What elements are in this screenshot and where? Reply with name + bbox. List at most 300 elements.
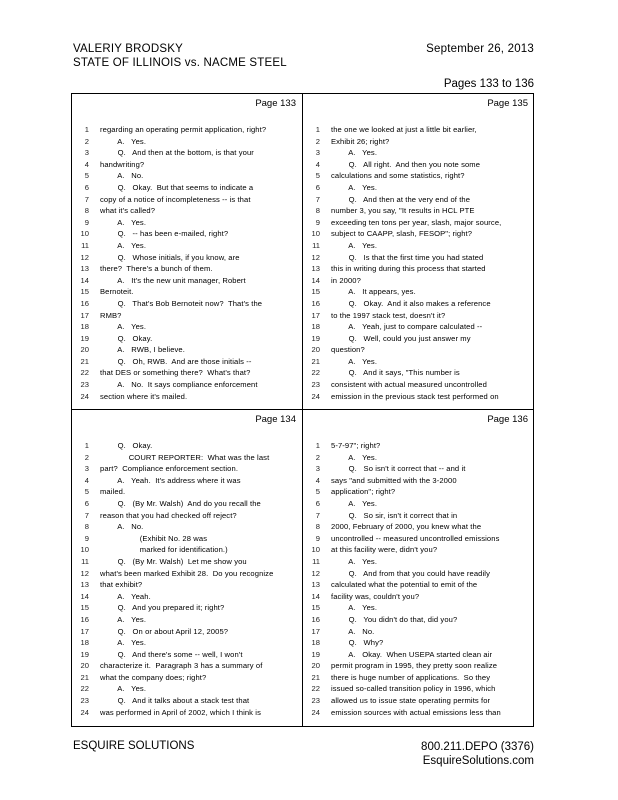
line-text: A. Okay. When USEPA started clean air: [331, 649, 493, 659]
transcript-line: [72, 275, 302, 287]
line-text: A. Yeah, just to compare calculated --: [331, 322, 483, 332]
transcript-line: [303, 498, 534, 510]
line-number: 22: [80, 368, 89, 378]
line-number: 20: [80, 661, 89, 671]
line-number: 18: [311, 638, 320, 648]
line-text: Q. And then at the bottom, is that your: [100, 148, 254, 158]
transcript-line: [72, 475, 302, 487]
line-text: Q. So sir, isn't it correct that in: [331, 510, 458, 520]
page-lines: [303, 440, 534, 718]
line-number: 19: [311, 333, 320, 343]
line-text: facility was, couldn't you?: [331, 591, 420, 601]
transcript-line: [72, 695, 302, 707]
transcript-line: [303, 452, 534, 464]
line-text: regarding an operating permit application, right?: [100, 125, 267, 134]
line-number: 3: [315, 148, 320, 158]
line-text: Exhibit 26; right?: [331, 136, 390, 146]
transcript-line: [303, 263, 534, 275]
line-text: emission in the previous stack test performed on: [331, 391, 499, 401]
line-text: Q. On or about April 12, 2005?: [100, 626, 229, 636]
line-text: A. No. It says compliance enforcement: [100, 380, 258, 390]
line-number: 24: [80, 391, 89, 401]
page-title: Page 133: [255, 98, 296, 109]
line-text: this in writing during this process that started: [331, 264, 486, 274]
line-text: section where it's mailed.: [100, 391, 188, 401]
line-number: 23: [80, 380, 89, 390]
transcript-line: [72, 228, 302, 240]
line-number: 4: [84, 159, 89, 169]
line-text: uncontrolled -- measured uncontrolled emissions: [331, 533, 500, 543]
transcript-line: [72, 637, 302, 649]
line-number: 16: [80, 614, 89, 624]
line-text: calculated what the potential to emit of the: [331, 580, 478, 590]
transcript-line: [303, 240, 534, 252]
transcript-line: [72, 170, 302, 182]
line-text: to the 1997 stack test, doesn't it?: [331, 310, 446, 320]
line-text: characterize it. Paragraph 3 has a summary of: [100, 661, 263, 671]
line-text: A. Yes.: [331, 556, 378, 566]
witness-name: VALERIY BRODSKY: [73, 43, 183, 55]
transcript-line: [303, 356, 534, 368]
pages-range: Pages 133 to 136: [443, 78, 534, 90]
line-number: 5: [315, 171, 320, 181]
line-number: 16: [311, 298, 320, 308]
line-text: Q. Okay.: [100, 333, 153, 343]
transcript-line: [303, 626, 534, 638]
line-number: 12: [80, 252, 89, 262]
transcript-line: [303, 228, 534, 240]
transcript-line: [72, 344, 302, 356]
line-text: Q. And you prepared it; right?: [100, 603, 225, 613]
line-text: A. RWB, I believe.: [100, 345, 185, 355]
transcript-line: [72, 591, 302, 603]
line-text: that exhibit?: [100, 580, 143, 590]
line-text: issued so-called transition policy in 1996, which: [331, 684, 496, 694]
transcript-line: [303, 217, 534, 229]
line-text: subject to CAAPP, slash, FESOP"; right?: [331, 229, 473, 239]
line-text: application"; right?: [331, 487, 396, 497]
line-text: A. Yeah.: [100, 591, 151, 601]
line-text: A. Yes.: [331, 240, 378, 250]
line-text: marked for identification.): [100, 545, 228, 555]
transcript-line: [72, 252, 302, 264]
line-number: 7: [315, 194, 320, 204]
transcript-line: [72, 498, 302, 510]
line-number: 21: [311, 672, 320, 682]
transcript-line: [72, 463, 302, 475]
line-number: 17: [311, 310, 320, 320]
line-text: Q. So isn't it correct that -- and it: [331, 464, 466, 474]
line-number: 4: [84, 475, 89, 485]
line-number: 2: [315, 136, 320, 146]
line-text: consistent with actual measured uncontrolled: [331, 380, 487, 390]
page-lines: [303, 124, 534, 402]
line-text: allowed us to issue state operating permits for: [331, 696, 491, 706]
line-text: Q. Oh, RWB. And are those initials --: [100, 356, 252, 366]
line-number: 20: [80, 345, 89, 355]
line-number: 18: [80, 638, 89, 648]
line-number: 5: [315, 487, 320, 497]
transcript-page: [72, 94, 303, 410]
line-text: calculations and some statistics, right?: [331, 171, 465, 181]
line-number: 6: [315, 182, 320, 192]
line-text: Q. And there's some -- well, I won't: [100, 649, 243, 659]
transcript-line: [303, 170, 534, 182]
line-number: 14: [80, 275, 89, 285]
transcript-line: [72, 310, 302, 322]
transcript-line: [72, 391, 302, 403]
line-text: at this facility were, didn't you?: [331, 545, 438, 555]
transcript-line: [72, 683, 302, 695]
line-text: Q. And it talks about a stack test that: [100, 696, 250, 706]
line-text: A. Yes.: [100, 614, 147, 624]
line-number: 13: [311, 264, 320, 274]
line-text: permit program in 1995, they pretty soon realize: [331, 661, 498, 671]
transcript-line: [72, 521, 302, 533]
transcript-line: [72, 379, 302, 391]
line-number: 22: [311, 368, 320, 378]
line-number: 22: [80, 684, 89, 694]
line-text: handwriting?: [100, 159, 145, 169]
line-number: 8: [315, 206, 320, 216]
line-number: 6: [315, 498, 320, 508]
line-number: 18: [80, 322, 89, 332]
transcript-line: [303, 510, 534, 522]
line-number: 2: [315, 452, 320, 462]
line-text: A. It's the new unit manager, Robert: [100, 275, 246, 285]
transcript-line: [303, 486, 534, 498]
line-text: part? Compliance enforcement section.: [100, 464, 239, 474]
line-number: 7: [315, 510, 320, 520]
line-number: 10: [311, 229, 320, 239]
line-text: Bernoteit.: [100, 287, 134, 297]
line-text: COURT REPORTER: What was the last: [100, 452, 270, 462]
transcript-line: [303, 310, 534, 322]
line-text: A. Yes.: [331, 498, 378, 508]
transcript-line: [303, 602, 534, 614]
transcript-line: [303, 660, 534, 672]
line-text: A. No.: [331, 626, 375, 636]
line-number: 10: [80, 229, 89, 239]
line-number: 11: [312, 556, 320, 566]
transcript-line: [72, 321, 302, 333]
line-text: A. Yes.: [100, 217, 147, 227]
line-number: 19: [80, 649, 89, 659]
line-number: 19: [80, 333, 89, 343]
line-number: 3: [84, 464, 89, 474]
transcript-line: [72, 579, 302, 591]
line-number: 21: [80, 356, 89, 366]
line-text: question?: [331, 345, 365, 355]
transcript-line: [72, 626, 302, 638]
line-text: that DES or something there? What's that?: [100, 368, 251, 378]
transcript-line: [72, 356, 302, 368]
transcript-page: [303, 410, 534, 726]
transcript-line: [72, 286, 302, 298]
line-number: 23: [311, 696, 320, 706]
line-number: 16: [311, 614, 320, 624]
line-text: A. Yes.: [100, 136, 147, 146]
line-text: A. Yes.: [331, 148, 378, 158]
transcript-line: [72, 217, 302, 229]
line-number: 5: [84, 487, 89, 497]
transcript-line: [303, 124, 534, 136]
page-title: Page 135: [487, 98, 528, 109]
line-text: emission sources with actual emissions less than: [331, 707, 501, 717]
line-text: Q. Is that the first time you had stated: [331, 252, 484, 262]
transcript-line: [72, 159, 302, 171]
transcript-line: [303, 544, 534, 556]
footer-website: EsquireSolutions.com: [422, 755, 534, 767]
transcript-line: [303, 649, 534, 661]
line-text: what the company does; right?: [100, 672, 207, 682]
transcript-line: [72, 707, 302, 719]
transcript-line: [303, 568, 534, 580]
line-text: RMB?: [100, 310, 122, 320]
line-number: 20: [311, 661, 320, 671]
line-text: Q. You didn't do that, did you?: [331, 614, 458, 624]
page-title: Page 136: [487, 414, 528, 425]
line-text: Q. Why?: [331, 638, 384, 648]
line-number: 10: [311, 545, 320, 555]
line-text: A. Yes.: [100, 322, 147, 332]
line-number: 17: [80, 310, 89, 320]
line-number: 7: [84, 510, 89, 520]
transcript-line: [303, 614, 534, 626]
transcript-line: [72, 660, 302, 672]
transcript-line: [72, 510, 302, 522]
transcript-line: [72, 367, 302, 379]
transcript-line: [303, 556, 534, 568]
line-number: 6: [84, 182, 89, 192]
transcript-line: [72, 205, 302, 217]
line-number: 5: [84, 171, 89, 181]
transcript-line: [303, 579, 534, 591]
line-text: Q. Okay. But that seems to indicate a: [100, 182, 254, 192]
line-number: 24: [311, 707, 320, 717]
line-number: 15: [80, 603, 89, 613]
line-text: Q. And it says, "This number is: [331, 368, 460, 378]
transcript-line: [303, 333, 534, 345]
line-text: (Exhibit No. 28 was: [100, 533, 208, 543]
transcript-line: [72, 240, 302, 252]
transcript-line: [303, 147, 534, 159]
transcript-page: [303, 94, 534, 410]
transcript-line: [72, 182, 302, 194]
footer-company: ESQUIRE SOLUTIONS: [73, 740, 195, 752]
header-left: [73, 42, 287, 70]
transcript-line: [303, 159, 534, 171]
line-text: copy of a notice of incompleteness -- is that: [100, 194, 251, 204]
line-text: A. Yes.: [331, 182, 378, 192]
transcript-line: [72, 263, 302, 275]
line-number: 14: [311, 591, 320, 601]
transcript-page: [72, 410, 303, 726]
line-number: 17: [311, 626, 320, 636]
line-text: A. Yes.: [331, 452, 378, 462]
line-number: 15: [311, 603, 320, 613]
line-text: A. No.: [100, 171, 144, 181]
transcript-line: [303, 136, 534, 148]
line-text: Q. Okay.: [100, 441, 153, 450]
line-number: 13: [311, 580, 320, 590]
page-title: Page 134: [255, 414, 296, 425]
line-number: 21: [311, 356, 320, 366]
line-number: 14: [311, 275, 320, 285]
line-number: 9: [315, 533, 320, 543]
line-text: Q. And from that you could have readily: [331, 568, 490, 578]
line-text: Q. (By Mr. Walsh) And do you recall the: [100, 498, 261, 508]
line-text: the one we looked at just a little bit earlier,: [331, 125, 477, 134]
line-text: what it's called?: [100, 206, 156, 216]
line-number: 16: [80, 298, 89, 308]
transcript-line: [72, 614, 302, 626]
transcript-line: [303, 286, 534, 298]
line-text: A. Yes.: [331, 356, 378, 366]
line-text: number 3, you say, "It results in HCL PTE: [331, 206, 475, 216]
line-text: what's been marked Exhibit 28. Do you recognize: [100, 568, 274, 578]
line-number: 15: [80, 287, 89, 297]
transcript-line: [72, 452, 302, 464]
line-text: A. Yes.: [100, 684, 147, 694]
line-number: 4: [315, 475, 320, 485]
line-text: A. Yes.: [100, 240, 147, 250]
transcript-line: [303, 298, 534, 310]
line-number: 8: [84, 522, 89, 532]
line-number: 23: [311, 380, 320, 390]
line-number: 24: [80, 707, 89, 717]
transcript-line: [72, 568, 302, 580]
line-text: mailed.: [100, 487, 126, 497]
line-text: 2000, February of 2000, you knew what the: [331, 522, 482, 532]
transcript-line: [303, 695, 534, 707]
line-number: 8: [315, 522, 320, 532]
line-number: 1: [84, 441, 89, 450]
transcript-line: [303, 672, 534, 684]
line-number: 13: [80, 580, 89, 590]
line-number: 11: [312, 240, 320, 250]
line-text: in 2000?: [331, 275, 361, 285]
line-text: there is huge number of applications. So they: [331, 672, 491, 682]
line-text: 5-7-97"; right?: [331, 441, 381, 450]
line-text: A. No.: [100, 522, 144, 532]
line-number: 4: [315, 159, 320, 169]
transcript-line: [303, 275, 534, 287]
line-text: Q. (By Mr. Walsh) Let me show you: [100, 556, 247, 566]
transcript-line: [303, 379, 534, 391]
transcript-line: [303, 637, 534, 649]
transcript-line: [303, 475, 534, 487]
transcript-line: [303, 707, 534, 719]
transcript-line: [303, 440, 534, 452]
case-title: STATE OF ILLINOIS vs. NACME STEEL: [73, 57, 287, 69]
transcript-line: [303, 367, 534, 379]
line-text: Q. That's Bob Bernoteit now? That's the: [100, 298, 263, 308]
transcript-line: [72, 136, 302, 148]
line-text: Q. All right. And then you note some: [331, 159, 481, 169]
line-number: 12: [311, 252, 320, 262]
line-number: 19: [311, 649, 320, 659]
line-text: reason that you had checked off reject?: [100, 510, 237, 520]
line-text: was performed in April of 2002, which I think is: [100, 707, 261, 717]
transcript-line: [303, 533, 534, 545]
transcript-line: [303, 252, 534, 264]
line-text: Q. And then at the very end of the: [331, 194, 471, 204]
transcript-line: [303, 182, 534, 194]
line-number: 2: [84, 452, 89, 462]
line-number: 1: [315, 125, 320, 134]
transcript-line: [72, 486, 302, 498]
line-number: 22: [311, 684, 320, 694]
transcript-line: [72, 533, 302, 545]
line-number: 18: [311, 322, 320, 332]
line-text: Q. -- has been e-mailed, right?: [100, 229, 229, 239]
line-text: A. It appears, yes.: [331, 287, 416, 297]
line-number: 13: [80, 264, 89, 274]
transcript-line: [72, 333, 302, 345]
line-text: A. Yes.: [331, 603, 378, 613]
line-number: 9: [84, 533, 89, 543]
line-number: 20: [311, 345, 320, 355]
transcript-line: [303, 205, 534, 217]
transcript-line: [303, 463, 534, 475]
line-number: 10: [80, 545, 89, 555]
line-number: 11: [81, 240, 89, 250]
line-number: 1: [84, 125, 89, 134]
line-text: Q. Well, could you just answer my: [331, 333, 471, 343]
transcript-line: [72, 147, 302, 159]
line-text: says "and submitted with the 3-2000: [331, 475, 457, 485]
line-text: there? There's a bunch of them.: [100, 264, 213, 274]
transcript-line: [72, 440, 302, 452]
transcript-line: [303, 194, 534, 206]
transcript-line: [303, 344, 534, 356]
page-lines: [72, 124, 302, 402]
line-number: 14: [80, 591, 89, 601]
line-number: 17: [80, 626, 89, 636]
line-number: 12: [80, 568, 89, 578]
line-number: 8: [84, 206, 89, 216]
line-number: 11: [81, 556, 89, 566]
transcript-line: [303, 521, 534, 533]
line-number: 24: [311, 391, 320, 401]
transcript-line: [72, 602, 302, 614]
footer-contact: [421, 740, 534, 768]
line-number: 6: [84, 498, 89, 508]
transcript-line: [72, 556, 302, 568]
line-number: 21: [80, 672, 89, 682]
transcript-line: [303, 683, 534, 695]
transcript-line: [72, 124, 302, 136]
transcript-grid: [71, 93, 534, 727]
line-number: 23: [80, 696, 89, 706]
transcript-line: [303, 321, 534, 333]
line-number: 9: [84, 217, 89, 227]
transcript-line: [72, 672, 302, 684]
header-date: September 26, 2013: [426, 43, 534, 55]
page-lines: [72, 440, 302, 718]
transcript-line: [72, 544, 302, 556]
line-text: Q. Whose initials, if you know, are: [100, 252, 240, 262]
line-number: 15: [311, 287, 320, 297]
line-number: 1: [315, 441, 320, 450]
line-number: 12: [311, 568, 320, 578]
transcript-line: [303, 391, 534, 403]
line-number: 3: [315, 464, 320, 474]
footer-phone: 800.211.DEPO (3376): [421, 741, 534, 753]
line-text: exceeding ten tons per year, slash, major source,: [331, 217, 502, 227]
transcript-line: [72, 649, 302, 661]
